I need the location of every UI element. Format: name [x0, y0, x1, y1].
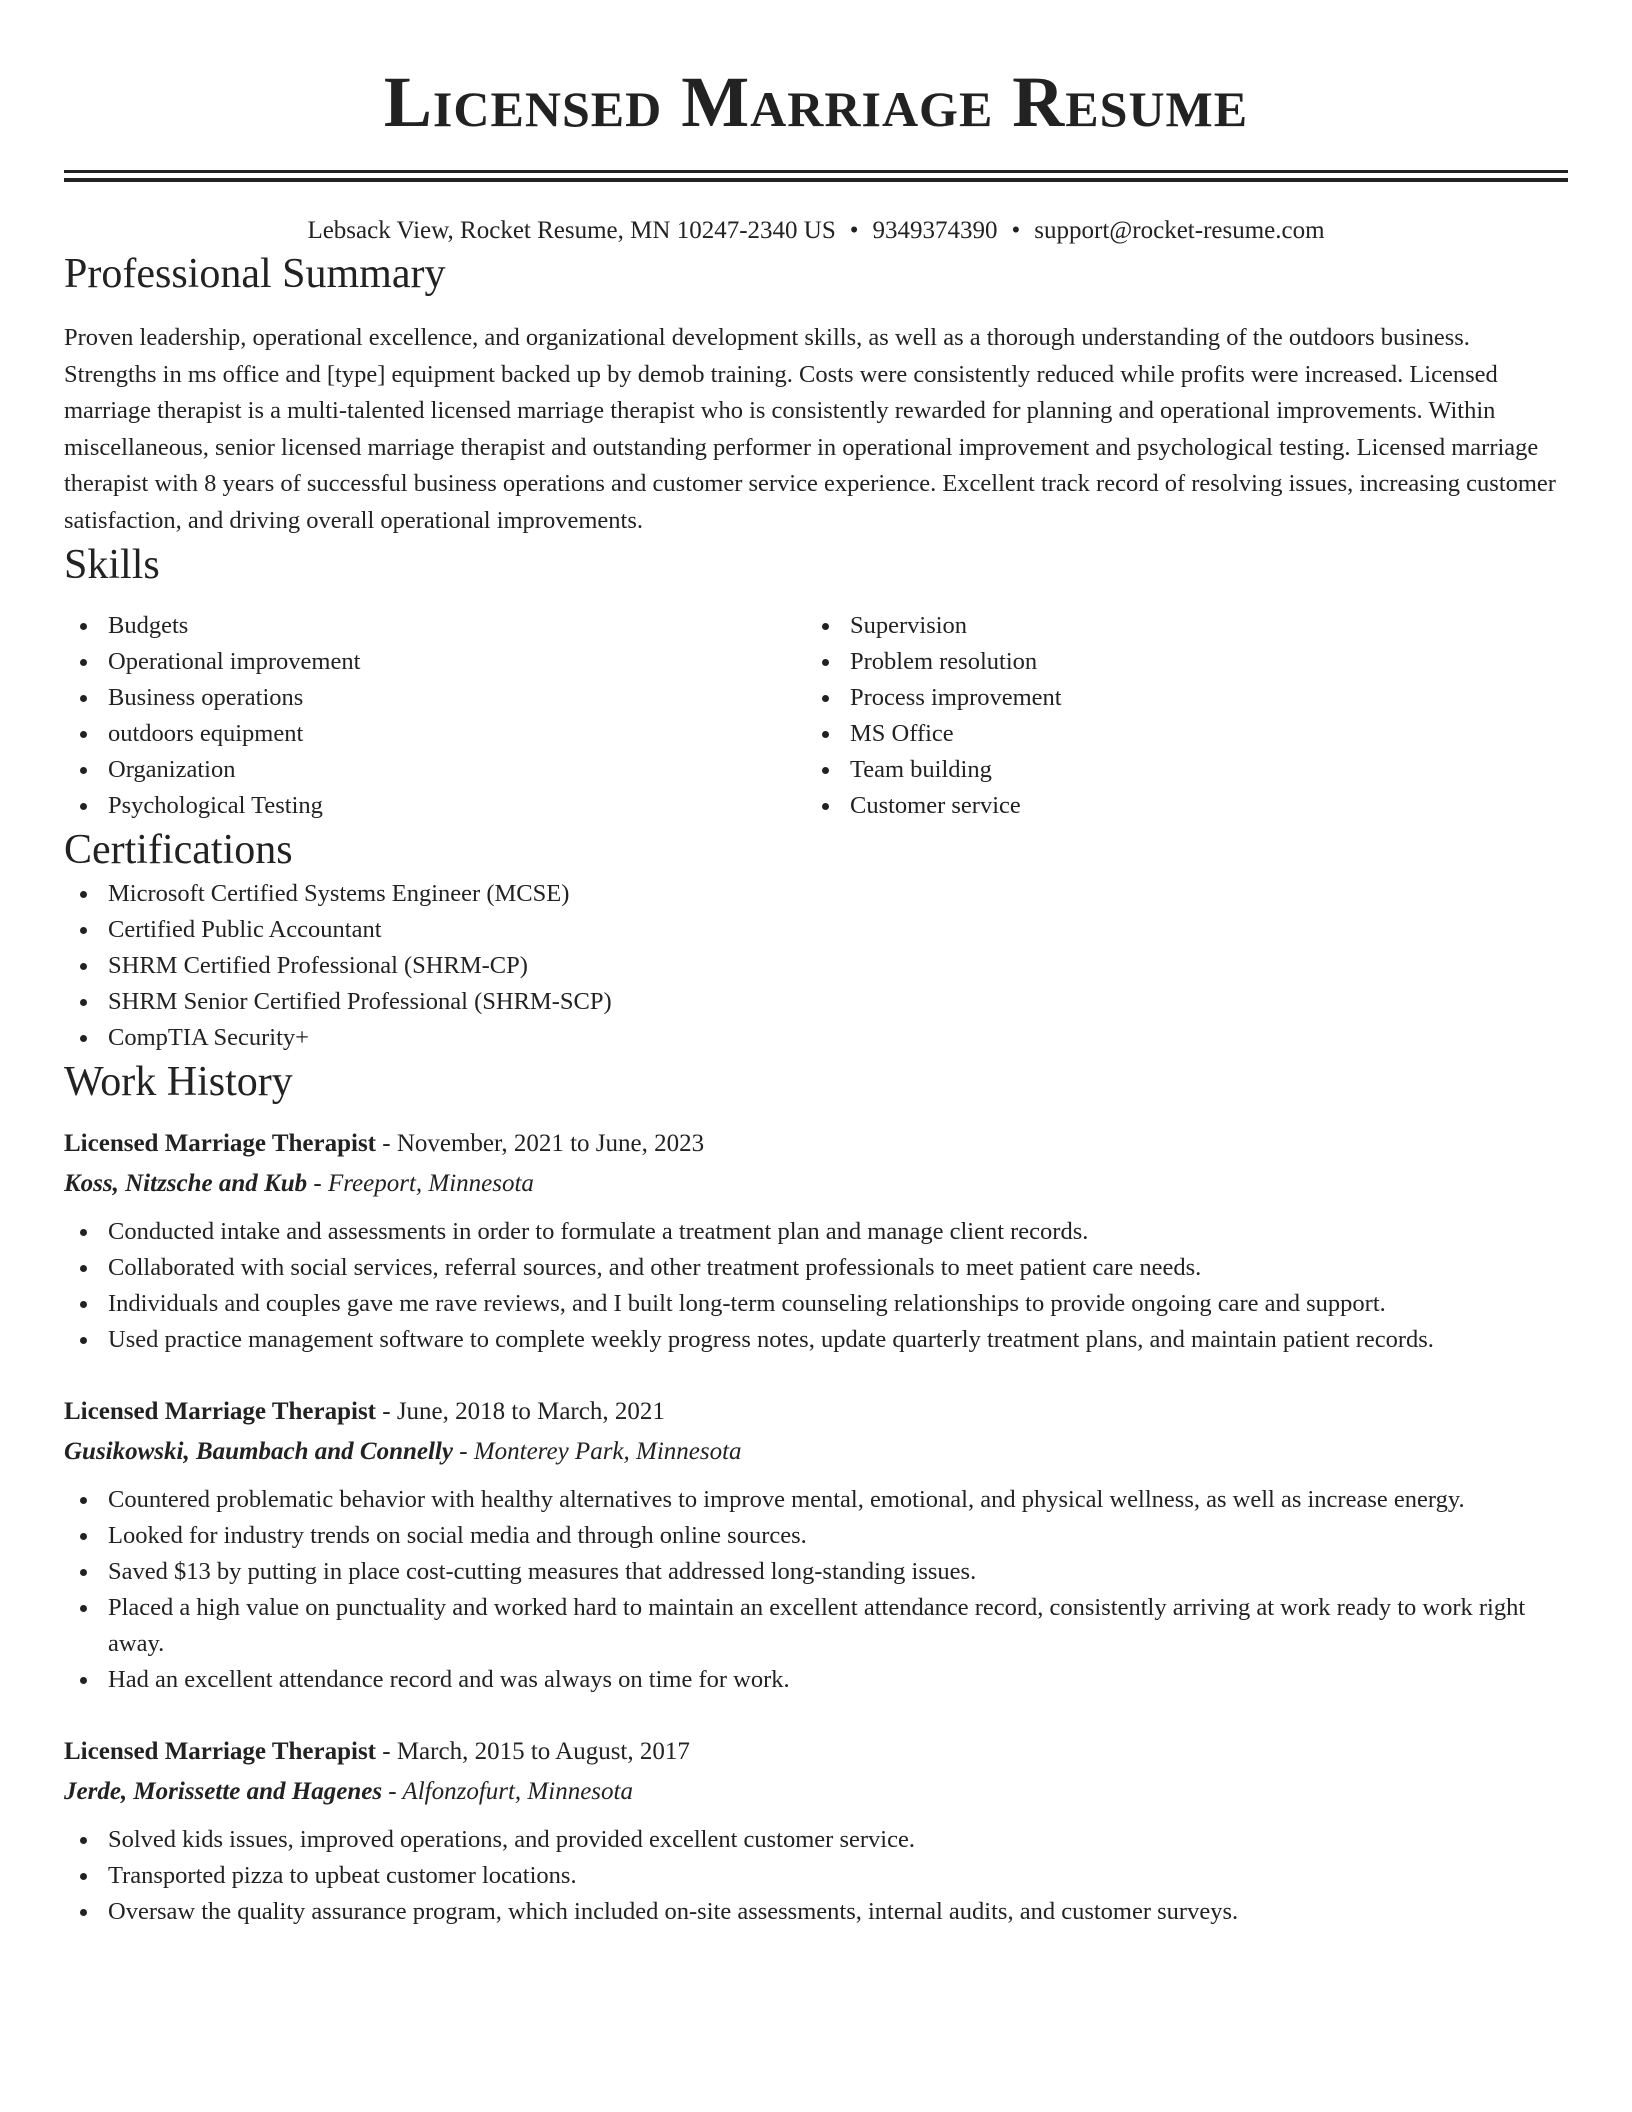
contact-line [64, 214, 1568, 248]
job-company: Gusikowski, Baumbach and Connelly [64, 1438, 453, 1465]
contact-phone: 9349374390 [872, 217, 998, 244]
job-bullet: Countered problematic behavior with healthy alternatives to improve mental, emotional, and physical wellness, as well as increase energy. [64, 1482, 1568, 1518]
skill-item: Supervision [806, 608, 1548, 644]
job-bullet: Collaborated with social services, referral sources, and other treatment professionals to meet patient care needs. [64, 1250, 1568, 1286]
header-rule-bottom [64, 178, 1568, 182]
skill-item: Organization [64, 752, 806, 788]
skill-item: Psychological Testing [64, 788, 806, 824]
job-bullet: Looked for industry trends on social media and through online sources. [64, 1518, 1568, 1554]
job-dash: - [307, 1170, 328, 1197]
job-company-line [64, 1772, 1568, 1812]
job-bullets [64, 1482, 1568, 1698]
contact-separator: • [849, 217, 859, 244]
skill-item: Customer service [806, 788, 1548, 824]
skills-columns [64, 608, 1568, 824]
job-bullet: Saved $13 by putting in place cost-cutting measures that addressed long-standing issues. [64, 1554, 1568, 1590]
summary-text: Proven leadership, operational excellence, and organizational development skills, as well as a thorough understanding of the outdoors business. Strengths in ms office and [type] equipment backed up by demob training. Costs were consistently reduced while profits were increased. Licensed marriage therapist is a multi-talented licensed marriage therapist who is consistently rewarded for planning and operational improvements. Within miscellaneous, senior licensed marriage therapist and outstanding performer in operational improvement and psychological testing. Licensed marriage therapist with 8 years of successful business operations and customer service experience. Excellent track record of resolving issues, increasing customer satisfaction, and driving overall operational improvements. [64, 324, 1556, 534]
certifications-heading: Certifications [64, 827, 293, 873]
work-history-heading: Work History [64, 1059, 293, 1105]
job-company: Jerde, Morissette and Hagenes [64, 1778, 383, 1805]
job-entry [64, 1124, 1568, 1358]
job-company-line [64, 1164, 1568, 1204]
certifications-list [64, 876, 1568, 1056]
job-location: Freeport, Minnesota [327, 1170, 534, 1197]
job-location: Monterey Park, Minnesota [473, 1438, 742, 1465]
job-company: Koss, Nitzsche and Kub [64, 1170, 308, 1197]
job-bullet: Used practice management software to complete weekly progress notes, update quarterly treatment plans, and maintain patient records. [64, 1322, 1568, 1358]
skill-item: outdoors equipment [64, 716, 806, 752]
certification-item: Certified Public Accountant [64, 912, 1568, 948]
job-dash: - [376, 1398, 397, 1425]
job-header [64, 1392, 1568, 1432]
job-dates: March, 2015 to August, 2017 [396, 1738, 690, 1765]
skill-item: Problem resolution [806, 644, 1548, 680]
job-bullets [64, 1822, 1568, 1930]
job-dash: - [452, 1438, 474, 1465]
certification-item: SHRM Senior Certified Professional (SHRM-SCP) [64, 984, 1568, 1020]
job-company-line [64, 1432, 1568, 1472]
job-location: Alfonzofurt, Minnesota [402, 1778, 633, 1805]
job-dash: - [376, 1738, 397, 1765]
certification-item: CompTIA Security+ [64, 1020, 1568, 1056]
job-title: Licensed Marriage Therapist [64, 1130, 376, 1157]
job-header [64, 1732, 1568, 1772]
job-entry [64, 1732, 1568, 1930]
contact-separator: • [1011, 217, 1021, 244]
contact-address: Lebsack View, Rocket Resume, MN 10247-2340 US [307, 217, 836, 244]
skill-item: Process improvement [806, 680, 1548, 716]
job-header [64, 1124, 1568, 1164]
skill-item: Team building [806, 752, 1548, 788]
job-dash: - [382, 1778, 403, 1805]
resume-name-heading: Licensed Marriage Resume [383, 62, 1249, 142]
resume-page [64, 0, 1568, 1930]
skills-heading: Skills [64, 542, 160, 588]
skill-item: Business operations [64, 680, 806, 716]
certification-item: SHRM Certified Professional (SHRM-CP) [64, 948, 1568, 984]
skill-item: Budgets [64, 608, 806, 644]
job-dates: November, 2021 to June, 2023 [396, 1130, 705, 1157]
certification-item: Microsoft Certified Systems Engineer (MCSE) [64, 876, 1568, 912]
job-bullet: Had an excellent attendance record and was always on time for work. [64, 1662, 1568, 1698]
skills-list-right [806, 608, 1548, 824]
job-bullets [64, 1214, 1568, 1358]
skills-list-left [64, 608, 806, 824]
skill-item: MS Office [806, 716, 1548, 752]
job-bullet: Oversaw the quality assurance program, which included on-site assessments, internal audits, and customer surveys. [64, 1894, 1568, 1930]
job-bullet: Conducted intake and assessments in order to formulate a treatment plan and manage client records. [64, 1214, 1568, 1250]
header-rule-top [64, 170, 1568, 173]
job-title: Licensed Marriage Therapist [64, 1738, 376, 1765]
skill-item: Operational improvement [64, 644, 806, 680]
job-bullet: Placed a high value on punctuality and worked hard to maintain an excellent attendance record, consistently arriving at work ready to work right away. [64, 1590, 1568, 1662]
summary-heading: Professional Summary [64, 251, 446, 297]
contact-email: support@rocket-resume.com [1034, 217, 1325, 244]
job-bullet: Transported pizza to upbeat customer locations. [64, 1858, 1568, 1894]
job-dates: June, 2018 to March, 2021 [396, 1398, 665, 1425]
job-bullet: Solved kids issues, improved operations, and provided excellent customer service. [64, 1822, 1568, 1858]
job-dash: - [376, 1130, 397, 1157]
job-title: Licensed Marriage Therapist [64, 1398, 376, 1425]
job-bullet: Individuals and couples gave me rave reviews, and I built long-term counseling relationships to provide ongoing care and support. [64, 1286, 1568, 1322]
job-entry [64, 1392, 1568, 1698]
